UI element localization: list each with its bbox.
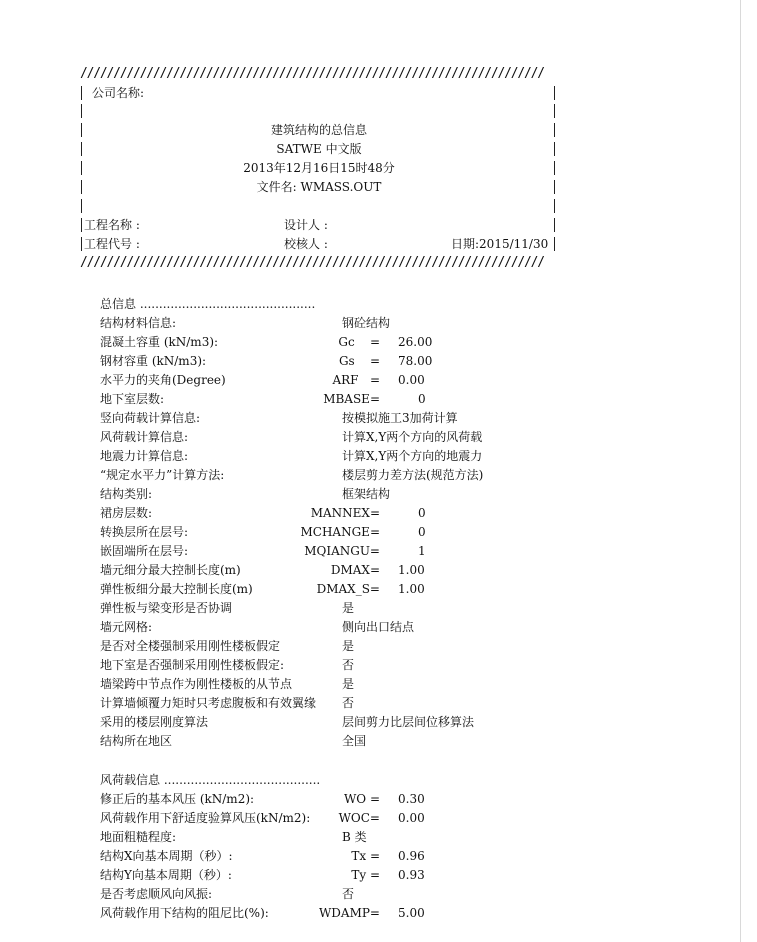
info-row-value: 1	[418, 544, 426, 558]
header-left-border	[81, 123, 82, 137]
info-row-value: 否	[342, 696, 355, 710]
header-left-border	[81, 104, 82, 118]
info-row	[100, 638, 540, 657]
project-name-label: 工程名称 :	[84, 218, 140, 232]
info-row	[100, 733, 540, 752]
header-right-border	[554, 218, 555, 232]
info-row-value: 是	[342, 677, 355, 691]
info-row-value: 层间剪力比层间位移算法	[342, 715, 475, 729]
info-row-value: 1.00	[398, 563, 425, 577]
header-right-border	[554, 161, 555, 175]
header-left-border	[81, 199, 82, 213]
info-row-value: 是	[342, 639, 355, 653]
info-row	[100, 867, 540, 886]
info-row	[100, 315, 540, 334]
info-row-symbol: Tx =	[351, 849, 380, 863]
header-right-border	[554, 123, 555, 137]
info-row-symbol: Ty =	[351, 868, 380, 882]
info-row	[100, 676, 540, 695]
info-row-value: 0	[418, 525, 426, 539]
info-row-value: 计算X,Y两个方向的地震力	[342, 449, 483, 463]
info-row-symbol: WDAMP=	[318, 906, 380, 920]
info-row	[100, 467, 540, 486]
info-row-symbol: DMAX_S=	[316, 582, 380, 596]
header-left-border	[81, 237, 82, 251]
info-row-label: 计算墙倾覆力矩时只考虑腹板和有效翼缘	[100, 696, 317, 710]
info-row	[100, 562, 540, 581]
info-row-label: 结构Y向基本周期（秒）:	[100, 868, 232, 882]
info-row	[100, 372, 540, 391]
info-row-label: 混凝土容重 (kN/m3):	[100, 335, 219, 349]
info-row	[100, 714, 540, 733]
page-right-edge	[740, 0, 741, 942]
info-row-label: 地震力计算信息:	[100, 449, 189, 463]
info-row	[100, 886, 540, 905]
info-row-label: 风荷载计算信息:	[100, 430, 189, 444]
info-row-label: 裙房层数:	[100, 506, 153, 520]
report-date: 日期:2015/11/30	[451, 237, 549, 251]
info-row-symbol: MANNEX=	[310, 506, 380, 520]
info-row-label: 采用的楼层刚度算法	[100, 715, 209, 729]
info-row-value: 楼层剪力差方法(规范方法)	[342, 468, 484, 482]
info-row-label: 结构所在地区	[100, 734, 173, 748]
info-row	[100, 353, 540, 372]
info-row-value: 0.93	[398, 868, 425, 882]
info-row-label: 是否考虑顺风向风振:	[100, 887, 213, 901]
info-row-value: 1.00	[398, 582, 425, 596]
header-left-border	[81, 86, 82, 100]
info-row-label: 风荷载作用下舒适度验算风压(kN/m2):	[100, 811, 311, 825]
info-row	[100, 334, 540, 353]
company-name-label: 公司名称:	[92, 86, 145, 100]
info-row-label: 墙元网格:	[100, 620, 153, 634]
info-row-value: 78.00	[398, 354, 433, 368]
project-code-label: 工程代号 :	[84, 237, 140, 251]
info-row-label: 墙元细分最大控制长度(m)	[100, 563, 241, 577]
info-row	[100, 619, 540, 638]
info-row-value: 侧向出口结点	[342, 620, 415, 634]
info-row-label: 结构材料信息:	[100, 316, 177, 330]
general-info-title: 总信息 ..............................................	[100, 297, 316, 311]
header-left-border	[81, 218, 82, 232]
info-row-value: 0.00	[398, 373, 425, 387]
info-row-value: 否	[342, 887, 355, 901]
info-row	[100, 657, 540, 676]
info-row-value: B 类	[342, 830, 367, 844]
info-row-label: “规定水平力”计算方法:	[100, 468, 225, 482]
wind-info-title: 风荷载信息 .........................................	[100, 773, 321, 787]
info-row-value: 否	[342, 658, 355, 672]
info-row-value: 按模拟施工3加荷计算	[342, 411, 458, 425]
info-row-symbol: Gc =	[338, 335, 380, 349]
info-row	[100, 905, 540, 924]
header-right-border	[554, 86, 555, 100]
info-row-symbol: Gs =	[338, 354, 380, 368]
header-top-rule: //////////////////////////////////////////////////////////////////////	[80, 66, 544, 81]
info-row	[100, 600, 540, 619]
info-row-value: 是	[342, 601, 355, 615]
info-row-value: 26.00	[398, 335, 433, 349]
info-row-label: 转换层所在层号:	[100, 525, 189, 539]
info-row	[100, 410, 540, 429]
info-row-symbol: ARF =	[332, 373, 380, 387]
header-right-border	[554, 142, 555, 156]
info-row-label: 嵌固端所在层号:	[100, 544, 189, 558]
info-row	[100, 391, 540, 410]
info-row-symbol: MCHANGE=	[300, 525, 380, 539]
info-row-label: 是否对全楼强制采用刚性楼板假定	[100, 639, 281, 653]
header-right-border	[554, 237, 555, 251]
header-left-border	[81, 142, 82, 156]
info-row	[100, 829, 540, 848]
info-row-label: 风荷载作用下结构的阻尼比(%):	[100, 906, 269, 920]
header-right-border	[554, 199, 555, 213]
info-row-value: 计算X,Y两个方向的风荷载	[342, 430, 483, 444]
info-row	[100, 505, 540, 524]
header-bottom-rule: //////////////////////////////////////////////////////////////////////	[80, 255, 544, 270]
info-row-value: 全国	[342, 734, 367, 748]
info-row-label: 墙梁跨中节点作为刚性楼板的从节点	[100, 677, 293, 691]
info-row-value: 框架结构	[342, 487, 391, 501]
info-row-value: 0.96	[398, 849, 425, 863]
info-row-label: 修正后的基本风压 (kN/m2):	[100, 792, 255, 806]
info-row	[100, 848, 540, 867]
info-row-symbol: WOC=	[338, 811, 380, 825]
info-row	[100, 448, 540, 467]
info-row-symbol: DMAX=	[330, 563, 380, 577]
info-row	[100, 486, 540, 505]
info-row-label: 地下室层数:	[100, 392, 165, 406]
info-row	[100, 791, 540, 810]
info-row	[100, 524, 540, 543]
info-row-value: 0	[418, 392, 426, 406]
info-row-label: 弹性板与梁变形是否协调	[100, 601, 233, 615]
info-row-label: 竖向荷载计算信息:	[100, 411, 201, 425]
software-version: SATWE 中文版	[276, 142, 362, 156]
info-row	[100, 810, 540, 829]
file-name: 文件名: WMASS.OUT	[256, 180, 382, 194]
info-row-label: 结构类别:	[100, 487, 153, 501]
info-row-symbol: MBASE=	[323, 392, 380, 406]
report-title: 建筑结构的总信息	[270, 123, 367, 137]
info-row-label: 弹性板细分最大控制长度(m)	[100, 582, 253, 596]
header-right-border	[554, 104, 555, 118]
info-row-value: 5.00	[398, 906, 425, 920]
info-row-symbol: WO =	[343, 792, 380, 806]
info-row-value: 0.30	[398, 792, 425, 806]
info-row-label: 结构X向基本周期（秒）:	[100, 849, 233, 863]
header-right-border	[554, 180, 555, 194]
info-row	[100, 429, 540, 448]
header-left-border	[81, 161, 82, 175]
info-row-label: 地面粗糙程度:	[100, 830, 177, 844]
info-row	[100, 695, 540, 714]
info-row-value: 0	[418, 506, 426, 520]
info-row-label: 地下室是否强制采用刚性楼板假定:	[100, 658, 285, 672]
header-left-border	[81, 180, 82, 194]
report-datetime: 2013年12月16日15时48分	[243, 161, 395, 175]
checker-label: 校核人 :	[284, 237, 328, 251]
info-row-label: 钢材容重 (kN/m3):	[100, 354, 207, 368]
info-row-symbol: MQIANGU=	[304, 544, 380, 558]
info-row	[100, 543, 540, 562]
info-row-value: 0.00	[398, 811, 425, 825]
info-row-label: 水平力的夹角(Degree)	[100, 373, 226, 387]
info-row	[100, 581, 540, 600]
designer-label: 设计人 :	[284, 218, 328, 232]
info-row-value: 钢砼结构	[342, 316, 391, 330]
